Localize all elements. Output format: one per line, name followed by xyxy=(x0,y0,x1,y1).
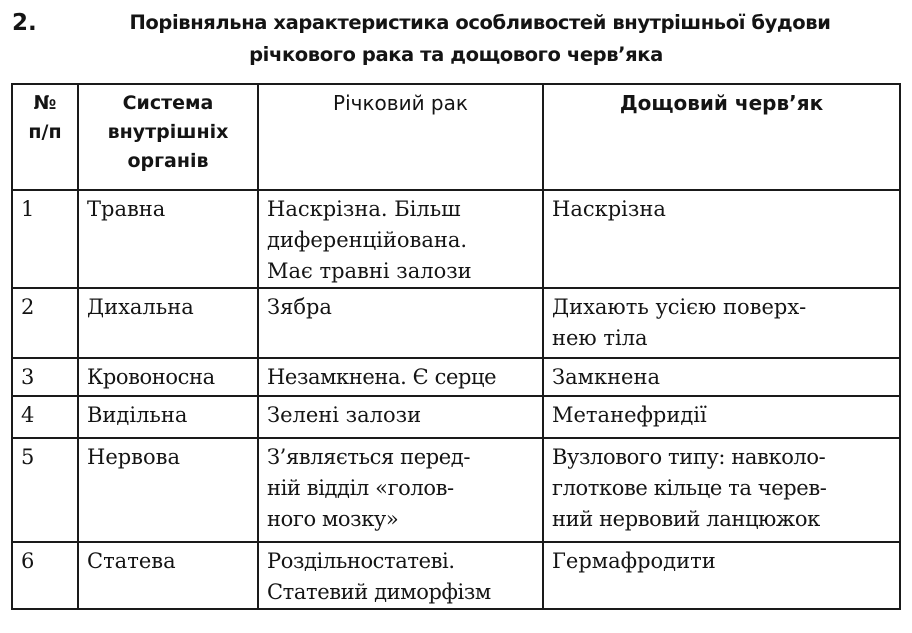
comparison-table xyxy=(11,83,901,610)
table-row xyxy=(12,190,900,288)
crayfish-text: Незамкнена. Є серце xyxy=(267,365,497,389)
header-system-text: Система внутрішніх органів xyxy=(107,92,229,172)
system-name: Кровоносна xyxy=(87,365,215,389)
row-number-cell xyxy=(12,288,78,358)
table-row xyxy=(12,438,900,542)
row-number: 6 xyxy=(21,549,35,573)
earthworm-text: Наскрізна xyxy=(552,197,666,221)
system-cell xyxy=(78,396,258,438)
row-number: 4 xyxy=(21,403,35,427)
earthworm-cell xyxy=(543,288,900,358)
row-number: 3 xyxy=(21,365,35,389)
exercise-heading xyxy=(0,2,912,76)
system-name: Нервова xyxy=(87,445,180,469)
system-cell xyxy=(78,438,258,542)
earthworm-cell xyxy=(543,438,900,542)
table-header-row xyxy=(12,84,900,190)
system-name: Статева xyxy=(87,549,176,573)
system-cell xyxy=(78,542,258,609)
header-number-text: № п/п xyxy=(28,92,62,143)
crayfish-text: З’являється перед- ній відділ «голов- ного мозку» xyxy=(267,445,471,531)
earthworm-text: Гермафродити xyxy=(552,549,716,573)
row-number-cell xyxy=(12,358,78,396)
earthworm-cell xyxy=(543,542,900,609)
system-cell xyxy=(78,190,258,288)
crayfish-cell xyxy=(258,438,543,542)
row-number-cell xyxy=(12,190,78,288)
exercise-number: 2. xyxy=(12,10,37,36)
crayfish-text: Наскрізна. Більш диференційована. Має травні залози xyxy=(267,197,472,283)
row-number-cell xyxy=(12,396,78,438)
table-row xyxy=(12,358,900,396)
system-name: Дихальна xyxy=(87,295,194,319)
earthworm-text: Вузлового типу: навколо- глоткове кільце та черев- ний нервовий ланцюжок xyxy=(552,445,827,531)
earthworm-cell xyxy=(543,190,900,288)
table-row xyxy=(12,288,900,358)
system-cell xyxy=(78,288,258,358)
system-cell xyxy=(78,358,258,396)
crayfish-cell xyxy=(258,288,543,358)
table-row xyxy=(12,396,900,438)
earthworm-text: Метанефридії xyxy=(552,403,707,427)
row-number-cell xyxy=(12,542,78,609)
crayfish-text: Зелені залози xyxy=(267,403,422,427)
row-number: 1 xyxy=(21,197,35,221)
crayfish-cell xyxy=(258,396,543,438)
earthworm-text: Дихають усією поверх- нею тіла xyxy=(552,295,807,350)
header-crayfish xyxy=(258,84,543,190)
crayfish-cell xyxy=(258,542,543,609)
row-number: 2 xyxy=(21,295,35,319)
row-number: 5 xyxy=(21,445,35,469)
row-number-cell xyxy=(12,438,78,542)
crayfish-text: Роздільностатеві. Статевий диморфізм xyxy=(267,549,491,604)
system-name: Видільна xyxy=(87,403,188,427)
header-crayfish-text: Річковий рак xyxy=(333,91,468,115)
crayfish-text: Зябра xyxy=(267,295,332,319)
earthworm-cell xyxy=(543,358,900,396)
crayfish-cell xyxy=(258,358,543,396)
system-name: Травна xyxy=(87,197,166,221)
header-number xyxy=(12,84,78,190)
header-system xyxy=(78,84,258,190)
heading-title-line-2: річкового рака та дощового черв’яка xyxy=(249,43,663,66)
earthworm-cell xyxy=(543,396,900,438)
header-earthworm xyxy=(543,84,900,190)
heading-title-line-1: Порівняльна характеристика особливостей внутрішньої будови xyxy=(129,11,831,34)
table-row xyxy=(12,542,900,609)
header-earthworm-text: Дощовий черв’як xyxy=(619,91,824,115)
earthworm-text: Замкнена xyxy=(552,365,661,389)
crayfish-cell xyxy=(258,190,543,288)
